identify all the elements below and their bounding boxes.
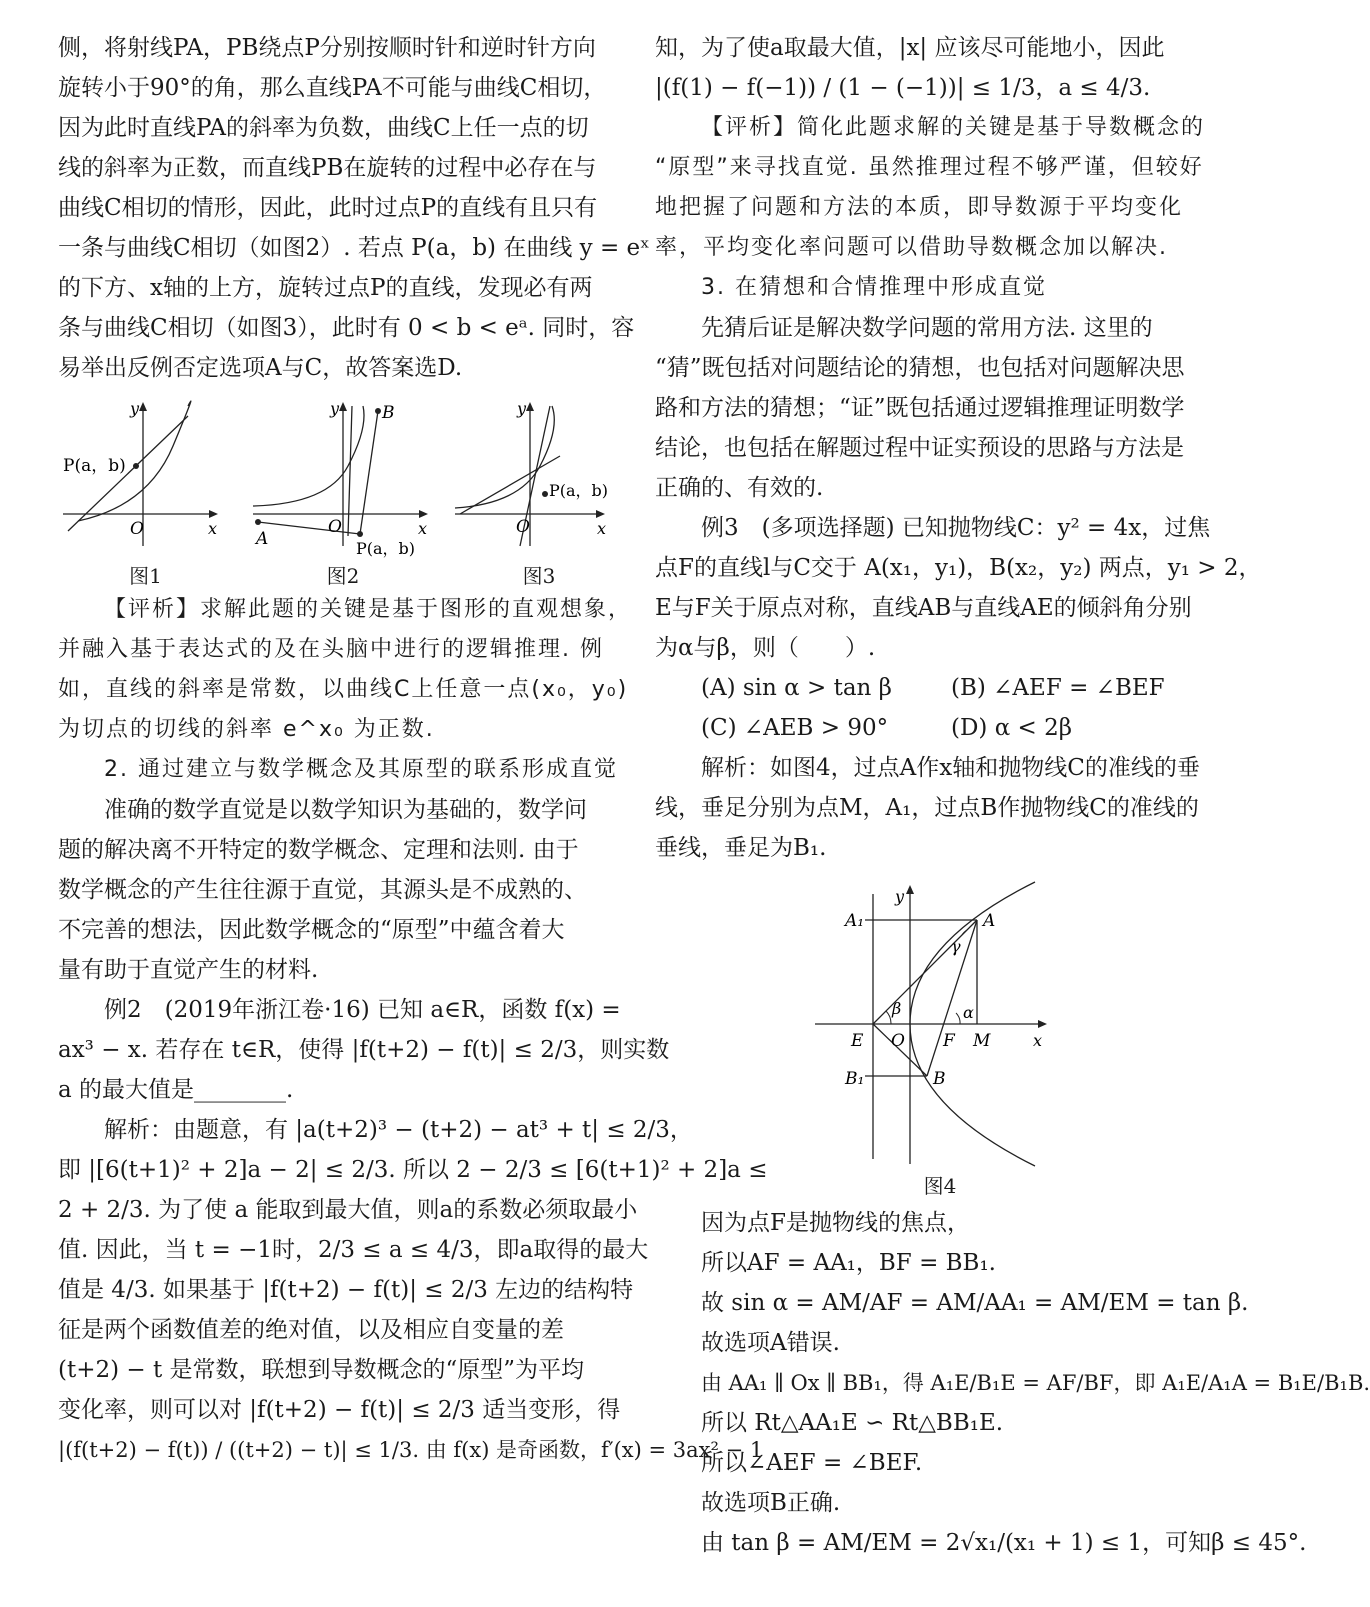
figure-1 — [58, 396, 233, 589]
figure-2 — [248, 396, 438, 589]
option-a: (A) sin α > tan β — [701, 675, 892, 701]
fig2-b: B — [382, 403, 395, 423]
comment-line: 为切点的切线的斜率 e^x₀ 为正数. — [58, 717, 435, 742]
text-line: 值是 4/3. 如果基于 |f(t+2) − f(t)| ≤ 2/3 左边的结构特 — [58, 1277, 634, 1303]
right-column — [655, 28, 1370, 1563]
section-heading-2: 2. 通过建立与数学概念及其原型的联系形成直觉 — [104, 757, 618, 782]
figure-1-caption: 图1 — [129, 564, 162, 588]
solution-line: 解析：如图4，过点A作x轴和抛物线C的准线的垂 — [701, 755, 1200, 781]
text-line: 因为点F是抛物线的焦点， — [701, 1210, 970, 1236]
fig2-p: P(a，b) — [356, 539, 416, 558]
text-line: 所以AF = AA₁，BF = BB₁. — [701, 1250, 996, 1276]
fig4-beta: β — [892, 999, 902, 1018]
text-line: ax³ − x. 若存在 t∈R，使得 |f(t+2) − f(t)| ≤ 2/3，则实数 — [58, 1037, 670, 1063]
text-line: 线，垂足分别为点M，A₁，过点B作抛物线C的准线的 — [655, 795, 1199, 821]
fig4-m: M — [973, 1031, 991, 1051]
text-line: |(f(1) − f(−1)) / (1 − (−1))| ≤ 1/3，a ≤ 4/3. — [655, 75, 1151, 101]
fig3-origin: O — [516, 517, 530, 537]
text-line: 旋转小于90°的角，那么直线PA不可能与曲线C相切， — [58, 75, 607, 101]
text-line: 2 + 2/3. 为了使 a 能取到最大值，则a的系数必须取最小 — [58, 1197, 638, 1223]
figure-2-caption: 图2 — [326, 564, 360, 588]
text-line: a 的最大值是________. — [58, 1077, 294, 1103]
text-line: 正确的、有效的. — [655, 475, 824, 501]
fig4-e: E — [851, 1031, 864, 1051]
figure-3-graphic — [450, 396, 628, 556]
comment-line: 【评析】求解此题的关键是基于图形的直观想象， — [104, 597, 633, 622]
example-2: 例2 (2019年浙江卷·16) 已知 a∈R，函数 f(x) = — [104, 997, 621, 1023]
text-line: 不完善的想法，因此数学概念的“原型”中蕴含着大 — [58, 917, 565, 943]
comment-line: 【评析】简化此题求解的关键是基于导数概念的 — [701, 115, 1206, 140]
text-line: 征是两个函数值差的绝对值，以及相应自变量的差 — [58, 1317, 564, 1343]
text-line: 量有助于直觉产生的材料. — [58, 957, 319, 983]
fig4-x: x — [1033, 1031, 1043, 1050]
fig4-b: B — [933, 1069, 946, 1089]
text-line: 因为此时直线PA的斜率为负数，曲线C上任一点的切 — [58, 115, 589, 141]
figure-4-caption: 图4 — [923, 1174, 957, 1198]
text-line: 线的斜率为正数，而直线PB在旋转的过程中必存在与 — [58, 155, 597, 181]
section-heading-3: 3. 在猜想和合情推理中形成直觉 — [701, 275, 1047, 300]
text-line: 数学概念的产生往往源于直觉，其源头是不成熟的、 — [58, 877, 587, 903]
fig4-alpha: α — [963, 1003, 974, 1022]
fig4-a: A — [983, 911, 996, 931]
option-d: (D) α < 2β — [951, 715, 1073, 741]
figure-2-graphic — [248, 396, 438, 556]
text-line: 一条与曲线C相切（如图2）. 若点 P(a，b) 在曲线 y = eˣ — [58, 235, 650, 261]
fig4-gamma: γ — [951, 937, 961, 956]
comment-line: 如，直线的斜率是常数，以曲线C上任意一点(x₀，y₀) — [58, 677, 629, 702]
fig3-x: x — [597, 519, 607, 538]
text-line: 易举出反例否定选项A与C，故答案选D. — [58, 355, 463, 381]
comment-line: “原型”来寻找直觉. 虽然推理过程不够严谨，但较好 — [655, 155, 1204, 180]
figure-3-caption: 图3 — [522, 564, 556, 588]
fig4-b1: B₁ — [845, 1069, 865, 1089]
fig4-y: y — [895, 887, 905, 906]
solution-line: 解析：由题意，有 |a(t+2)³ − (t+2) − at³ + t| ≤ 2/3， — [104, 1117, 693, 1143]
text-line: 故选项B正确. — [701, 1490, 841, 1516]
fig3-y: y — [517, 399, 527, 418]
text-line: (t+2) − t 是常数，联想到导数概念的“原型”为平均 — [58, 1357, 585, 1383]
text-line: 曲线C相切的情形，因此，此时过点P的直线有且只有 — [58, 195, 598, 221]
text-line: 点F的直线l与C交于 A(x₁，y₁)，B(x₂，y₂) 两点，y₁ > 2， — [655, 555, 1262, 581]
text-line: 路和方法的猜想；“证”既包括通过逻辑推理证明数学 — [655, 395, 1185, 421]
figure-4-graphic — [655, 874, 1225, 1174]
text-line: 所以 Rt△AA₁E ∽ Rt△BB₁E. — [701, 1410, 1004, 1436]
fig1-x: x — [208, 519, 218, 538]
fig2-a: A — [256, 529, 269, 549]
fig1-point-label: P(a，b) — [63, 456, 126, 476]
text-line: 所以∠AEF = ∠BEF. — [701, 1450, 923, 1476]
fig4-a1: A₁ — [845, 911, 865, 931]
text-line: 侧，将射线PA，PB绕点P分别按顺时针和逆时针方向 — [58, 35, 596, 61]
text-line: 由 tan β = AM/EM = 2√x₁/(x₁ + 1) ≤ 1，可知β ≤ 45°. — [701, 1530, 1307, 1556]
example-3: 例3 (多项选择题) 已知抛物线C：y² = 4x，过焦 — [701, 515, 1211, 541]
fig4-f: F — [943, 1031, 955, 1051]
text-line: |(f(t+2) − f(t)) / ((t+2) − t)| ≤ 1/3. 由 f(x) 是奇函数，f′(x) = 3ax² − 1 — [58, 1438, 764, 1462]
fig2-x: x — [418, 519, 428, 538]
text-line: 结论，也包括在解题过程中证实预设的思路与方法是 — [655, 435, 1184, 461]
text-line: E与F关于原点对称，直线AB与直线AE的倾斜角分别 — [655, 595, 1192, 621]
fig3-p: P(a，b) — [549, 481, 609, 500]
text-line: 题的解决离不开特定的数学概念、定理和法则. 由于 — [58, 837, 579, 863]
text-line: 故选项A错误. — [701, 1330, 840, 1356]
fig1-y: y — [130, 399, 140, 418]
figures-1-3 — [58, 396, 628, 586]
text-line: 即 |[6(t+1)² + 2]a − 2| ≤ 2/3. 所以 2 − 2/3 ≤ [6(t+1)² + 2]a ≤ — [58, 1157, 768, 1183]
text-line: 变化率，则可以对 |f(t+2) − f(t)| ≤ 2/3 适当变形，得 — [58, 1397, 621, 1423]
text-line: 的下方、x轴的上方，旋转过点P的直线，发现必有两 — [58, 275, 593, 301]
text-line: 先猜后证是解决数学问题的常用方法. 这里的 — [701, 315, 1153, 341]
text-line: 故 sin α = AM/AF = AM/AA₁ = AM/EM = tan β. — [701, 1290, 1249, 1316]
text-line: 垂线，垂足为B₁. — [655, 835, 827, 861]
text-line: 值. 因此，当 t = −1时，2/3 ≤ a ≤ 4/3，即a取得的最大 — [58, 1237, 649, 1263]
comment-line: 率，平均变化率问题可以借助导数概念加以解决. — [655, 235, 1168, 260]
text-line: 准确的数学直觉是以数学知识为基础的，数学问 — [104, 797, 587, 823]
option-row — [655, 708, 1225, 748]
option-row — [655, 668, 1225, 708]
figure-3 — [450, 396, 628, 589]
text-line: 由 AA₁ ∥ Ox ∥ BB₁，得 A₁E/B₁E = AF/BF，即 A₁E/A₁A = B₁E/B₁B. — [701, 1371, 1370, 1395]
option-c: (C) ∠AEB > 90° — [701, 715, 889, 741]
fig4-o: O — [891, 1031, 905, 1051]
figure-4 — [655, 874, 1225, 1174]
fig2-y: y — [330, 399, 340, 418]
fig2-origin: O — [328, 517, 342, 537]
text-line: 条与曲线C相切（如图3），此时有 0 < b < eᵃ. 同时，容 — [58, 315, 635, 341]
text-line: 知，为了使a取最大值，|x| 应该尽可能地小，因此 — [655, 35, 1165, 61]
comment-line: 地把握了问题和方法的本质，即导数源于平均变化 — [655, 195, 1184, 220]
option-b: (B) ∠AEF = ∠BEF — [951, 675, 1165, 701]
fig1-origin: O — [130, 519, 144, 539]
figure-1-graphic — [58, 396, 233, 556]
comment-line: 并融入基于表达式的及在头脑中进行的逻辑推理. 例 — [58, 637, 604, 662]
text-line: 为α与β，则（ ）. — [655, 635, 876, 661]
text-line: “猜”既包括对问题结论的猜想，也包括对问题解决思 — [655, 355, 1185, 381]
